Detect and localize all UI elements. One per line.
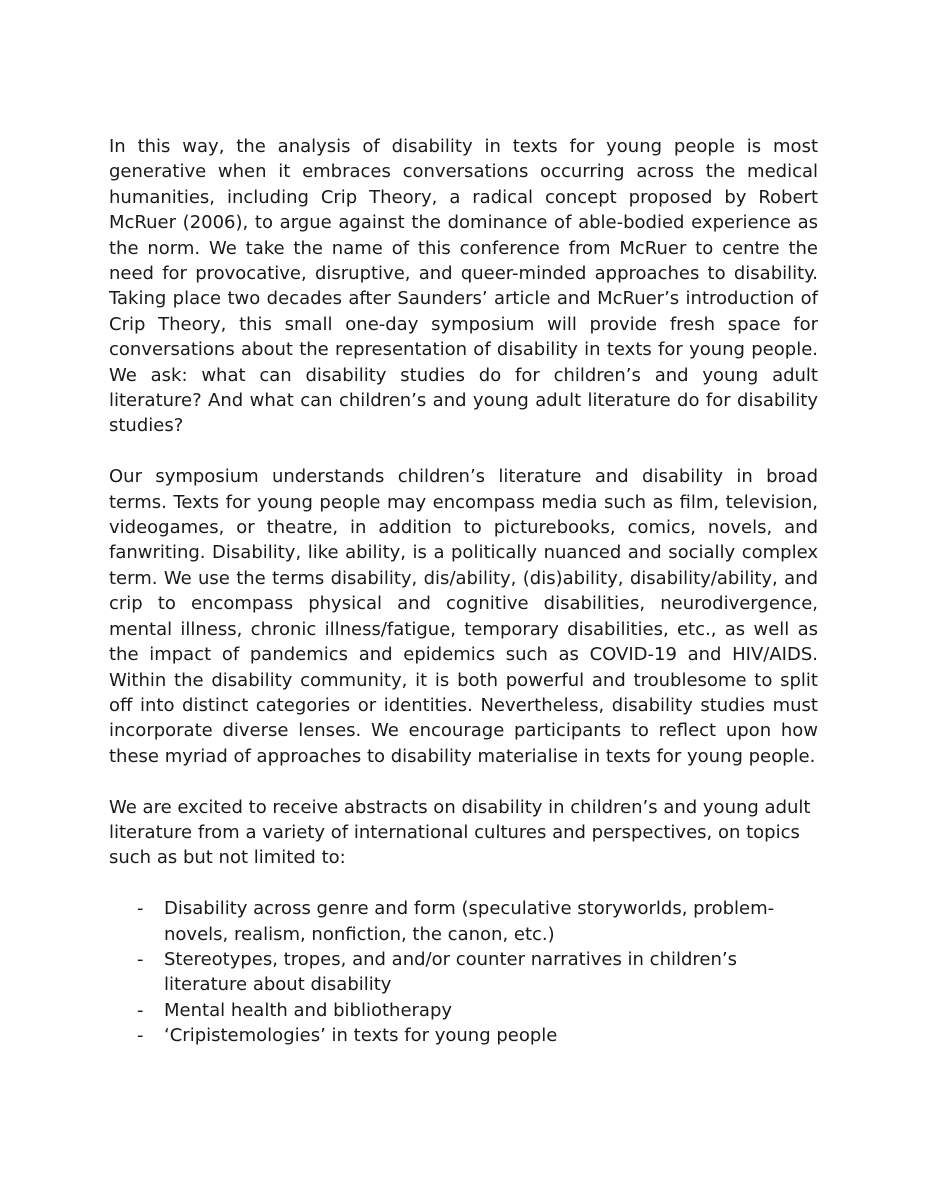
list-item bbox=[109, 896, 818, 947]
topic-text: ‘Cripistemologies’ in texts for young people bbox=[164, 1025, 558, 1047]
paragraph-symposium-scope: Our symposium understands children’s literature and disability in broad terms. Texts for young people may encompass media such as film, television, videogames, or theatre, in addition to picturebooks, comics, novels, and fanwriting. Disability, like ability, is a politically nuanced and socially complex term. We use the terms disability, dis/ability, (dis)ability, disability/ability, and crip to encompass physical and cognitive disabilities, neurodivergence, mental illness, chronic illness/fatigue, temporary disabilities, etc., as well as the impact of pandemics and epidemics such as COVID-19 and HIV/AIDS. Within the disability community, it is both powerful and troublesome to split off into distinct categories or identities. Nevertheless, disability studies must incorporate diverse lenses. We encourage participants to reflect upon how these myriad of approaches to disability materialise in texts for young people. bbox=[109, 466, 818, 767]
list-dash-marker: - bbox=[137, 999, 144, 1021]
topic-text: Disability across genre and form (speculative storyworlds, problem-novels, realism, nonfiction, the canon, etc.) bbox=[164, 898, 775, 945]
document-body bbox=[109, 134, 818, 1049]
list-item bbox=[109, 947, 818, 998]
paragraph-crip-theory: In this way, the analysis of disability in texts for young people is most generative when it embraces conversations occurring across the medical humanities, including Crip Theory, a radical concept proposed by Robert McRuer (2006), to argue against the dominance of able-bodied experience as the norm. We take the name of this conference from McRuer to centre the need for provocative, disruptive, and queer-minded approaches to disability. Taking place two decades after Saunders’ article and McRuer’s introduction of Crip Theory, this small one-day symposium will provide fresh space for conversations about the representation of disability in texts for young people. We ask: what can disability studies do for children’s and young adult literature? And what can children’s and young adult literature do for disability studies? bbox=[109, 136, 818, 437]
paragraph-call-for-abstracts: We are excited to receive abstracts on disability in children’s and young adult literature from a variety of international cultures and perspectives, on topics such as but not limited to: bbox=[109, 796, 811, 869]
list-dash-marker: - bbox=[137, 1025, 144, 1047]
topics-list bbox=[109, 896, 818, 1048]
list-dash-marker: - bbox=[137, 948, 144, 970]
list-item bbox=[109, 998, 818, 1023]
topic-text: Mental health and bibliotherapy bbox=[164, 999, 453, 1021]
list-dash-marker: - bbox=[137, 898, 144, 920]
topic-text: Stereotypes, tropes, and and/or counter narratives in children’s literature about disability bbox=[164, 948, 737, 996]
list-item bbox=[109, 1023, 818, 1048]
